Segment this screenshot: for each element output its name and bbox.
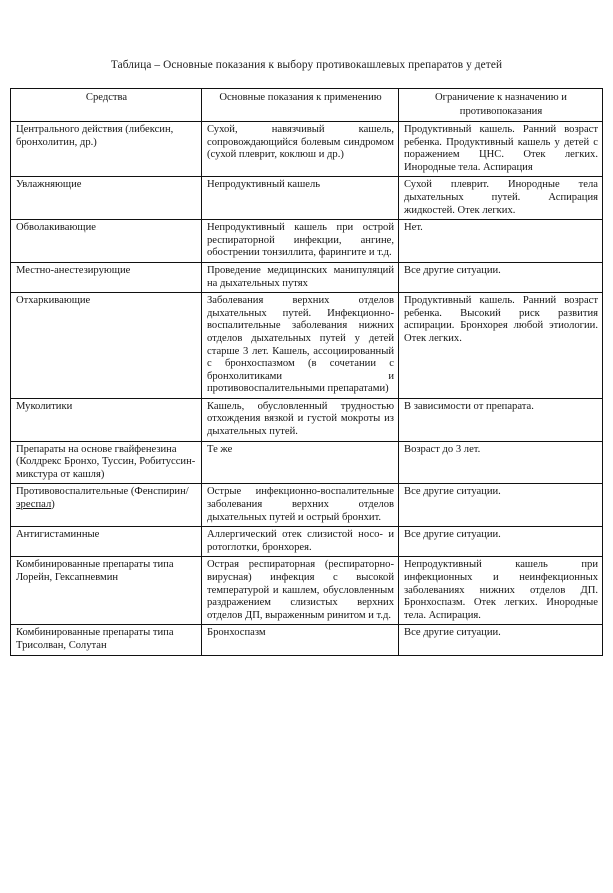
cell-means: Муколитики <box>11 398 202 441</box>
table-row <box>11 527 603 557</box>
cell-restrictions: Возраст до 3 лет. <box>399 441 603 484</box>
cell-indications: Заболевания верхних отделов дыхательных путей. Инфекционно-воспалительные заболевания нижних отделов дыхательных путей у детей старше 3 лет. Кашель, ассоциированный с бронхоспазмом (в сочетании с бронхолитиками и противовоспалительными препаратами) <box>202 293 399 399</box>
cell-indications: Непродуктивный кашель <box>202 177 399 220</box>
cell-means-suffix: ) <box>51 499 55 511</box>
cell-indications: Острая респираторная (респираторно-вирусная) инфекция с высокой температурой и кашлем, обусловленным раздражением слизистых верхних отделов ДП, выраженным ринитом и т.д. <box>202 557 399 625</box>
spellcheck-underlined-word: эреспал <box>16 499 52 511</box>
cell-indications: Кашель, обусловленный трудностью отхождения вязкой и густой мокроты из дыхательных путей. <box>202 398 399 441</box>
cell-indications: Аллергический отек слизистой носо- и ротоглотки, бронхорея. <box>202 527 399 557</box>
indications-table <box>10 88 603 656</box>
cell-restrictions: Сухой плеврит. Инородные тела дыхательных путей. Аспирация жидкостей. Отек легких. <box>399 177 603 220</box>
cell-indications: Непродуктивный кашель при острой респираторной инфекции, ангине, обострении тонзиллита, фарингите и т.д. <box>202 220 399 263</box>
table-row <box>11 220 603 263</box>
cell-indications: Бронхоспазм <box>202 625 399 655</box>
page-title: Таблица – Основные показания к выбору противокашлевых препаратов у детей <box>110 59 503 71</box>
table-row <box>11 293 603 399</box>
cell-restrictions: Все другие ситуации. <box>399 527 603 557</box>
table-header-row <box>11 89 603 122</box>
cell-restrictions: Нет. <box>399 220 603 263</box>
cell-restrictions: Продуктивный кашель. Ранний возраст ребенка. Продуктивный кашель у детей с поражением ЦНС. Отек легких. Инородные тела. Аспирация <box>399 122 603 177</box>
cell-indications: Острые инфекционно-воспалительные заболевания верхних отделов дыхательных путей и острый бронхит. <box>202 484 399 527</box>
cell-means: Центрального действия (либексин, бронхолитин, др.) <box>11 122 202 177</box>
cell-means: Обволакивающие <box>11 220 202 263</box>
table-row <box>11 122 603 177</box>
table-body <box>11 122 603 656</box>
table-row <box>11 177 603 220</box>
cell-means: Антигистаминные <box>11 527 202 557</box>
column-header-means: Средства <box>11 89 202 122</box>
cell-restrictions: Продуктивный кашель. Ранний возраст ребенка. Высокий риск развития аспирации. Бронхорея любой этиологии. Отек легких. <box>399 293 603 399</box>
cell-means: Увлажняющие <box>11 177 202 220</box>
table-row <box>11 557 603 625</box>
column-header-restrictions: Ограничение к назначению и противопоказания <box>399 89 603 122</box>
cell-means: Отхаркивающие <box>11 293 202 399</box>
cell-means: Местно-анестезирующие <box>11 262 202 292</box>
cell-means: Комбинированные препараты типа Трисолван, Солутан <box>11 625 202 655</box>
cell-restrictions: В зависимости от препарата. <box>399 398 603 441</box>
table-header <box>11 89 603 122</box>
cell-restrictions: Все другие ситуации. <box>399 484 603 527</box>
table-row <box>11 441 603 484</box>
cell-means: Препараты на основе гвайфенезина (Колдрекс Бронхо, Туссин, Робитуссин-микстура от кашля) <box>11 441 202 484</box>
cell-means-prefix: Противовоспалительные (Фенспирин/ <box>16 486 189 498</box>
table-row <box>11 484 603 527</box>
cell-means <box>11 484 202 527</box>
cell-restrictions: Все другие ситуации. <box>399 262 603 292</box>
cell-indications: Проведение медицинских манипуляций на дыхательных путях <box>202 262 399 292</box>
table-row <box>11 625 603 655</box>
table-row <box>11 398 603 441</box>
table-row <box>11 262 603 292</box>
cell-restrictions: Все другие ситуации. <box>399 625 603 655</box>
cell-restrictions: Непродуктивный кашель при инфекционных и неинфекционных заболеваниях нижних отделов ДП. Бронхоспазм. Отек легких. Инородные тела. Аспирация. <box>399 557 603 625</box>
cell-indications: Сухой, навязчивый кашель, сопровождающийся болевым синдромом (сухой плеврит, коклюш и др.) <box>202 122 399 177</box>
column-header-indications: Основные показания к применению <box>202 89 399 122</box>
cell-indications: Те же <box>202 441 399 484</box>
cell-means: Комбинированные препараты типа Лорейн, Гексапневмин <box>11 557 202 625</box>
